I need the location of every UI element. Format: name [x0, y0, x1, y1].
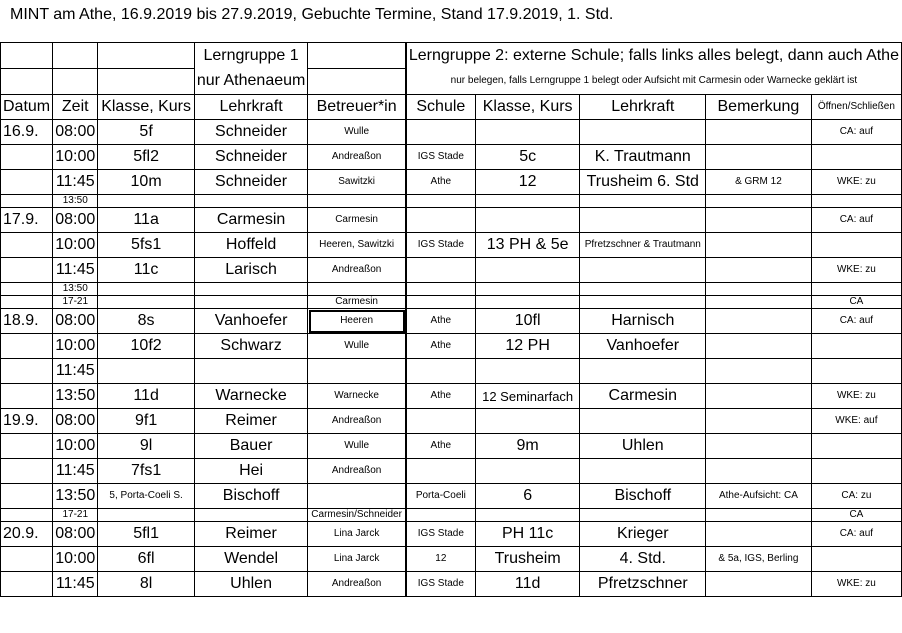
cell-lehrkraft-1[interactable]	[194, 296, 308, 309]
blank-cell[interactable]	[53, 43, 98, 69]
cell-klasse-kurs-1[interactable]: 9f1	[98, 409, 194, 434]
cell-lehrkraft-1[interactable]	[194, 195, 308, 208]
cell-oeffnen-schliessen[interactable]	[811, 459, 901, 484]
cell-klasse-kurs-2[interactable]: 13 PH & 5e	[475, 233, 580, 258]
cell-oeffnen-schliessen[interactable]: WKE: zu	[811, 572, 901, 597]
cell-oeffnen-schliessen[interactable]: CA: auf	[811, 522, 901, 547]
cell-zeit[interactable]: 08:00	[53, 208, 98, 233]
sheet-title: MINT am Athe, 16.9.2019 bis 27.9.2019, Gebuchte Termine, Stand 17.9.2019, 1. Std.	[10, 6, 614, 23]
cell-zeit[interactable]: 11:45	[53, 572, 98, 597]
cell-oeffnen-schliessen[interactable]: WKE: zu	[811, 384, 901, 409]
cell-bemerkung[interactable]	[706, 145, 812, 170]
cell-zeit[interactable]: 10:00	[53, 233, 98, 258]
cell-lehrkraft-1[interactable]: Uhlen	[194, 572, 308, 597]
cell-datum[interactable]	[1, 195, 53, 208]
cell-betreuer[interactable]: Carmesin	[308, 296, 406, 309]
blank-cell[interactable]	[98, 69, 194, 95]
cell-klasse-kurs-2[interactable]: 5c	[475, 145, 580, 170]
cell-betreuer[interactable]: Carmesin	[308, 208, 406, 233]
cell-bemerkung[interactable]	[706, 572, 812, 597]
cell-zeit[interactable]: 17-21	[53, 296, 98, 309]
cell-datum[interactable]: 18.9.	[1, 309, 53, 334]
cell-klasse-kurs-1[interactable]	[98, 296, 194, 309]
header-betreuer[interactable]: Betreuer*in	[308, 95, 406, 120]
cell-datum[interactable]: 17.9.	[1, 208, 53, 233]
cell-bemerkung[interactable]	[706, 283, 812, 296]
cell-klasse-kurs-1[interactable]: 11a	[98, 208, 194, 233]
cell-betreuer[interactable]: Lina Jarck	[308, 547, 406, 572]
header-datum[interactable]: Datum	[1, 95, 53, 120]
cell-schule[interactable]: IGS Stade	[406, 572, 475, 597]
cell-betreuer[interactable]	[308, 484, 406, 509]
cell-lehrkraft-2[interactable]	[580, 409, 706, 434]
table-row	[1, 547, 902, 572]
cell-oeffnen-schliessen[interactable]: CA: auf	[811, 309, 901, 334]
cell-schule[interactable]	[406, 459, 475, 484]
header-lehrkraft-1[interactable]: Lehrkraft	[194, 95, 308, 120]
cell-schule[interactable]: IGS Stade	[406, 522, 475, 547]
cell-klasse-kurs-2[interactable]	[475, 195, 580, 208]
table-row	[1, 334, 902, 359]
cell-datum[interactable]	[1, 509, 53, 522]
cell-lehrkraft-2[interactable]: Bischoff	[580, 484, 706, 509]
cell-lehrkraft-2[interactable]: Harnisch	[580, 309, 706, 334]
cell-schule[interactable]	[406, 258, 475, 283]
cell-bemerkung[interactable]	[706, 359, 812, 384]
header-zeit[interactable]: Zeit	[53, 95, 98, 120]
cell-klasse-kurs-1[interactable]: 10f2	[98, 334, 194, 359]
table-row	[1, 434, 902, 459]
cell-bemerkung[interactable]	[706, 258, 812, 283]
cell-zeit[interactable]: 11:45	[53, 359, 98, 384]
cell-betreuer[interactable]: Wulle	[308, 120, 406, 145]
cell-oeffnen-schliessen[interactable]	[811, 359, 901, 384]
cell-lehrkraft-2[interactable]	[580, 509, 706, 522]
blank-cell[interactable]	[1, 43, 53, 69]
cell-lehrkraft-1[interactable]: Bauer	[194, 434, 308, 459]
table-row	[1, 484, 902, 509]
cell-bemerkung[interactable]: & 5a, IGS, Berling	[706, 547, 812, 572]
cell-oeffnen-schliessen[interactable]	[811, 145, 901, 170]
cell-zeit[interactable]: 08:00	[53, 522, 98, 547]
cell-zeit[interactable]: 10:00	[53, 145, 98, 170]
table-row	[1, 384, 902, 409]
cell-schule[interactable]: IGS Stade	[406, 145, 475, 170]
cell-lehrkraft-1[interactable]: Schwarz	[194, 334, 308, 359]
cell-bemerkung[interactable]	[706, 233, 812, 258]
cell-bemerkung[interactable]	[706, 459, 812, 484]
cell-betreuer[interactable]: Heeren, Sawitzki	[308, 233, 406, 258]
cell-datum[interactable]	[1, 283, 53, 296]
cell-oeffnen-schliessen[interactable]	[811, 547, 901, 572]
cell-klasse-kurs-1[interactable]: 11d	[98, 384, 194, 409]
cell-lehrkraft-2[interactable]: Krieger	[580, 522, 706, 547]
cell-lehrkraft-1[interactable]	[194, 509, 308, 522]
cell-schule[interactable]	[406, 359, 475, 384]
table-row	[1, 170, 902, 195]
cell-klasse-kurs-2[interactable]	[475, 283, 580, 296]
blank-cell[interactable]	[53, 69, 98, 95]
cell-bemerkung[interactable]	[706, 522, 812, 547]
cell-datum[interactable]: 20.9.	[1, 522, 53, 547]
cell-lehrkraft-1[interactable]: Schneider	[194, 145, 308, 170]
cell-zeit[interactable]: 13:50	[53, 484, 98, 509]
cell-zeit[interactable]: 10:00	[53, 434, 98, 459]
cell-lehrkraft-1[interactable]: Wendel	[194, 547, 308, 572]
cell-schule[interactable]	[406, 120, 475, 145]
cell-lehrkraft-1[interactable]: Reimer	[194, 409, 308, 434]
table-row	[1, 258, 902, 283]
cell-klasse-kurs-2[interactable]: 11d	[475, 572, 580, 597]
cell-betreuer[interactable]: Wulle	[308, 334, 406, 359]
cell-oeffnen-schliessen[interactable]: WKE: zu	[811, 258, 901, 283]
cell-klasse-kurs-1[interactable]: 5fl1	[98, 522, 194, 547]
cell-zeit[interactable]: 17-21	[53, 509, 98, 522]
cell-lehrkraft-2[interactable]	[580, 258, 706, 283]
cell-betreuer[interactable]: Andreaßon	[308, 409, 406, 434]
cell-klasse-kurs-2[interactable]: 6	[475, 484, 580, 509]
header-klasse-kurs-2[interactable]: Klasse, Kurs	[475, 95, 580, 120]
table-row	[1, 233, 902, 258]
cell-lehrkraft-2[interactable]	[580, 296, 706, 309]
group1-line2[interactable]: nur Athenaeum	[194, 69, 308, 95]
cell-klasse-kurs-2[interactable]	[475, 459, 580, 484]
cell-datum[interactable]	[1, 572, 53, 597]
table-row	[1, 283, 902, 296]
cell-datum[interactable]	[1, 547, 53, 572]
cell-klasse-kurs-1[interactable]: 9l	[98, 434, 194, 459]
cell-klasse-kurs-2[interactable]: 9m	[475, 434, 580, 459]
cell-klasse-kurs-2[interactable]	[475, 359, 580, 384]
cell-klasse-kurs-2[interactable]: 12	[475, 170, 580, 195]
cell-oeffnen-schliessen[interactable]	[811, 334, 901, 359]
cell-oeffnen-schliessen[interactable]: CA	[811, 296, 901, 309]
cell-datum[interactable]	[1, 434, 53, 459]
cell-lehrkraft-1[interactable]	[194, 283, 308, 296]
cell-schule[interactable]	[406, 409, 475, 434]
header-klasse-kurs-1[interactable]: Klasse, Kurs	[98, 95, 194, 120]
cell-schule[interactable]	[406, 283, 475, 296]
cell-lehrkraft-2[interactable]	[580, 195, 706, 208]
cell-oeffnen-schliessen[interactable]: CA: zu	[811, 484, 901, 509]
cell-klasse-kurs-1[interactable]	[98, 509, 194, 522]
blank-cell[interactable]	[308, 69, 406, 95]
table-row	[1, 296, 902, 309]
cell-klasse-kurs-1[interactable]: 5f	[98, 120, 194, 145]
cell-bemerkung[interactable]	[706, 409, 812, 434]
cell-klasse-kurs-1[interactable]: 5, Porta-Coeli S.	[98, 484, 194, 509]
cell-betreuer[interactable]: Andreaßon	[308, 145, 406, 170]
cell-lehrkraft-1[interactable]: Schneider	[194, 120, 308, 145]
cell-zeit[interactable]: 13:50	[53, 195, 98, 208]
table-row	[1, 120, 902, 145]
cell-klasse-kurs-1[interactable]: 5fs1	[98, 233, 194, 258]
cell-datum[interactable]	[1, 258, 53, 283]
cell-lehrkraft-2[interactable]	[580, 359, 706, 384]
cell-lehrkraft-2[interactable]: Uhlen	[580, 434, 706, 459]
cell-schule[interactable]: Porta-Coeli	[406, 484, 475, 509]
cell-lehrkraft-2[interactable]: Trusheim 6. Std	[580, 170, 706, 195]
cell-schule[interactable]: Athe	[406, 434, 475, 459]
cell-datum[interactable]	[1, 484, 53, 509]
cell-schule[interactable]: 12	[406, 547, 475, 572]
cell-klasse-kurs-2[interactable]	[475, 258, 580, 283]
cell-lehrkraft-2[interactable]: 4. Std.	[580, 547, 706, 572]
cell-klasse-kurs-2[interactable]	[475, 120, 580, 145]
cell-klasse-kurs-1[interactable]: 7fs1	[98, 459, 194, 484]
cell-betreuer[interactable]: Warnecke	[308, 384, 406, 409]
cell-lehrkraft-2[interactable]	[580, 208, 706, 233]
cell-betreuer[interactable]: Wulle	[308, 434, 406, 459]
cell-oeffnen-schliessen[interactable]	[811, 233, 901, 258]
cell-datum[interactable]: 16.9.	[1, 120, 53, 145]
group2-line2[interactable]: nur belegen, falls Lerngruppe 1 belegt oder Aufsicht mit Carmesin oder Warnecke geklärt ist	[406, 69, 902, 95]
cell-datum[interactable]	[1, 334, 53, 359]
cell-schule[interactable]: IGS Stade	[406, 233, 475, 258]
cell-datum[interactable]	[1, 296, 53, 309]
cell-lehrkraft-1[interactable]: Warnecke	[194, 384, 308, 409]
cell-oeffnen-schliessen[interactable]: CA: auf	[811, 208, 901, 233]
cell-klasse-kurs-2[interactable]	[475, 208, 580, 233]
cell-lehrkraft-1[interactable]	[194, 359, 308, 384]
blank-cell[interactable]	[308, 43, 406, 69]
cell-lehrkraft-2[interactable]: Carmesin	[580, 384, 706, 409]
cell-oeffnen-schliessen[interactable]	[811, 195, 901, 208]
cell-lehrkraft-1[interactable]: Hei	[194, 459, 308, 484]
header-bemerkung[interactable]: Bemerkung	[706, 95, 812, 120]
cell-betreuer[interactable]: Andreaßon	[308, 459, 406, 484]
cell-oeffnen-schliessen[interactable]: CA: auf	[811, 120, 901, 145]
cell-schule[interactable]: Athe	[406, 170, 475, 195]
cell-lehrkraft-1[interactable]: Schneider	[194, 170, 308, 195]
cell-klasse-kurs-1[interactable]	[98, 359, 194, 384]
cell-klasse-kurs-2[interactable]	[475, 509, 580, 522]
cell-bemerkung[interactable]	[706, 384, 812, 409]
cell-zeit[interactable]: 08:00	[53, 309, 98, 334]
cell-betreuer[interactable]: Sawitzki	[308, 170, 406, 195]
cell-lehrkraft-1[interactable]: Carmesin	[194, 208, 308, 233]
cell-schule[interactable]	[406, 195, 475, 208]
cell-lehrkraft-1[interactable]: Vanhoefer	[194, 309, 308, 334]
cell-zeit[interactable]: 13:50	[53, 283, 98, 296]
cell-betreuer[interactable]: Andreaßon	[308, 572, 406, 597]
blank-cell[interactable]	[1, 69, 53, 95]
cell-betreuer[interactable]: Carmesin/Schneider	[308, 509, 406, 522]
blank-cell[interactable]	[98, 43, 194, 69]
cell-betreuer[interactable]	[308, 283, 406, 296]
cell-betreuer[interactable]: Heeren	[308, 309, 406, 334]
cell-lehrkraft-2[interactable]: Vanhoefer	[580, 334, 706, 359]
table-row	[1, 409, 902, 434]
table-row	[1, 208, 902, 233]
table-row	[1, 459, 902, 484]
header-oeffnen-schliessen[interactable]: Öffnen/Schließen	[811, 95, 901, 120]
cell-lehrkraft-1[interactable]: Larisch	[194, 258, 308, 283]
cell-klasse-kurs-2[interactable]: 12 Seminarfach	[475, 384, 580, 409]
booking-table	[0, 42, 902, 597]
cell-zeit[interactable]: 11:45	[53, 459, 98, 484]
cell-bemerkung[interactable]	[706, 434, 812, 459]
cell-schule[interactable]: Athe	[406, 384, 475, 409]
cell-bemerkung[interactable]	[706, 509, 812, 522]
cell-klasse-kurs-1[interactable]: 5fl2	[98, 145, 194, 170]
cell-klasse-kurs-2[interactable]: PH 11c	[475, 522, 580, 547]
cell-oeffnen-schliessen[interactable]	[811, 283, 901, 296]
cell-datum[interactable]	[1, 359, 53, 384]
cell-oeffnen-schliessen[interactable]: WKE: auf	[811, 409, 901, 434]
cell-lehrkraft-2[interactable]	[580, 283, 706, 296]
cell-klasse-kurs-2[interactable]	[475, 409, 580, 434]
cell-zeit[interactable]: 11:45	[53, 258, 98, 283]
cell-schule[interactable]	[406, 296, 475, 309]
cell-schule[interactable]: Athe	[406, 334, 475, 359]
cell-bemerkung[interactable]	[706, 309, 812, 334]
table-row	[1, 572, 902, 597]
cell-lehrkraft-2[interactable]: Pfretzschner & Trautmann	[580, 233, 706, 258]
table-row	[1, 195, 902, 208]
cell-klasse-kurs-1[interactable]: 6fl	[98, 547, 194, 572]
cell-betreuer[interactable]	[308, 359, 406, 384]
cell-schule[interactable]: Athe	[406, 309, 475, 334]
cell-bemerkung[interactable]	[706, 195, 812, 208]
cell-lehrkraft-1[interactable]: Bischoff	[194, 484, 308, 509]
table-row	[1, 509, 902, 522]
cell-bemerkung[interactable]: Athe-Aufsicht: CA	[706, 484, 812, 509]
cell-zeit[interactable]: 10:00	[53, 547, 98, 572]
cell-klasse-kurs-2[interactable]: 12 PH	[475, 334, 580, 359]
table-row	[1, 145, 902, 170]
table-row	[1, 309, 902, 334]
cell-oeffnen-schliessen[interactable]: CA	[811, 509, 901, 522]
cell-lehrkraft-2[interactable]	[580, 459, 706, 484]
cell-lehrkraft-2[interactable]	[580, 120, 706, 145]
cell-zeit[interactable]: 08:00	[53, 409, 98, 434]
cell-klasse-kurs-1[interactable]	[98, 195, 194, 208]
cell-betreuer[interactable]	[308, 195, 406, 208]
cell-zeit[interactable]: 13:50	[53, 384, 98, 409]
cell-bemerkung[interactable]	[706, 296, 812, 309]
cell-zeit[interactable]: 10:00	[53, 334, 98, 359]
cell-datum[interactable]	[1, 145, 53, 170]
header-lehrkraft-2[interactable]: Lehrkraft	[580, 95, 706, 120]
cell-bemerkung[interactable]	[706, 208, 812, 233]
cell-zeit[interactable]: 11:45	[53, 170, 98, 195]
cell-bemerkung[interactable]: & GRM 12	[706, 170, 812, 195]
cell-schule[interactable]	[406, 208, 475, 233]
cell-betreuer[interactable]: Andreaßon	[308, 258, 406, 283]
cell-schule[interactable]	[406, 509, 475, 522]
cell-lehrkraft-1[interactable]: Hoffeld	[194, 233, 308, 258]
cell-datum[interactable]	[1, 233, 53, 258]
cell-zeit[interactable]: 08:00	[53, 120, 98, 145]
cell-lehrkraft-2[interactable]: K. Trautmann	[580, 145, 706, 170]
table-row	[1, 359, 902, 384]
cell-klasse-kurs-1[interactable]: 10m	[98, 170, 194, 195]
cell-oeffnen-schliessen[interactable]: WKE: zu	[811, 170, 901, 195]
cell-klasse-kurs-2[interactable]	[475, 296, 580, 309]
cell-lehrkraft-2[interactable]: Pfretzschner	[580, 572, 706, 597]
cell-klasse-kurs-2[interactable]: 10fl	[475, 309, 580, 334]
cell-klasse-kurs-2[interactable]: Trusheim	[475, 547, 580, 572]
cell-betreuer[interactable]: Lina Jarck	[308, 522, 406, 547]
cell-datum[interactable]	[1, 459, 53, 484]
table-row	[1, 522, 902, 547]
cell-klasse-kurs-1[interactable]: 8l	[98, 572, 194, 597]
cell-datum[interactable]: 19.9.	[1, 409, 53, 434]
cell-klasse-kurs-1[interactable]: 11c	[98, 258, 194, 283]
cell-klasse-kurs-1[interactable]: 8s	[98, 309, 194, 334]
cell-datum[interactable]	[1, 384, 53, 409]
group1-line1[interactable]: Lerngruppe 1	[194, 43, 308, 69]
cell-oeffnen-schliessen[interactable]	[811, 434, 901, 459]
cell-datum[interactable]	[1, 170, 53, 195]
cell-lehrkraft-1[interactable]: Reimer	[194, 522, 308, 547]
group2-line1[interactable]: Lerngruppe 2: externe Schule; falls links alles belegt, dann auch Athe	[406, 43, 902, 69]
cell-bemerkung[interactable]	[706, 120, 812, 145]
cell-klasse-kurs-1[interactable]	[98, 283, 194, 296]
cell-bemerkung[interactable]	[706, 334, 812, 359]
header-schule[interactable]: Schule	[406, 95, 475, 120]
